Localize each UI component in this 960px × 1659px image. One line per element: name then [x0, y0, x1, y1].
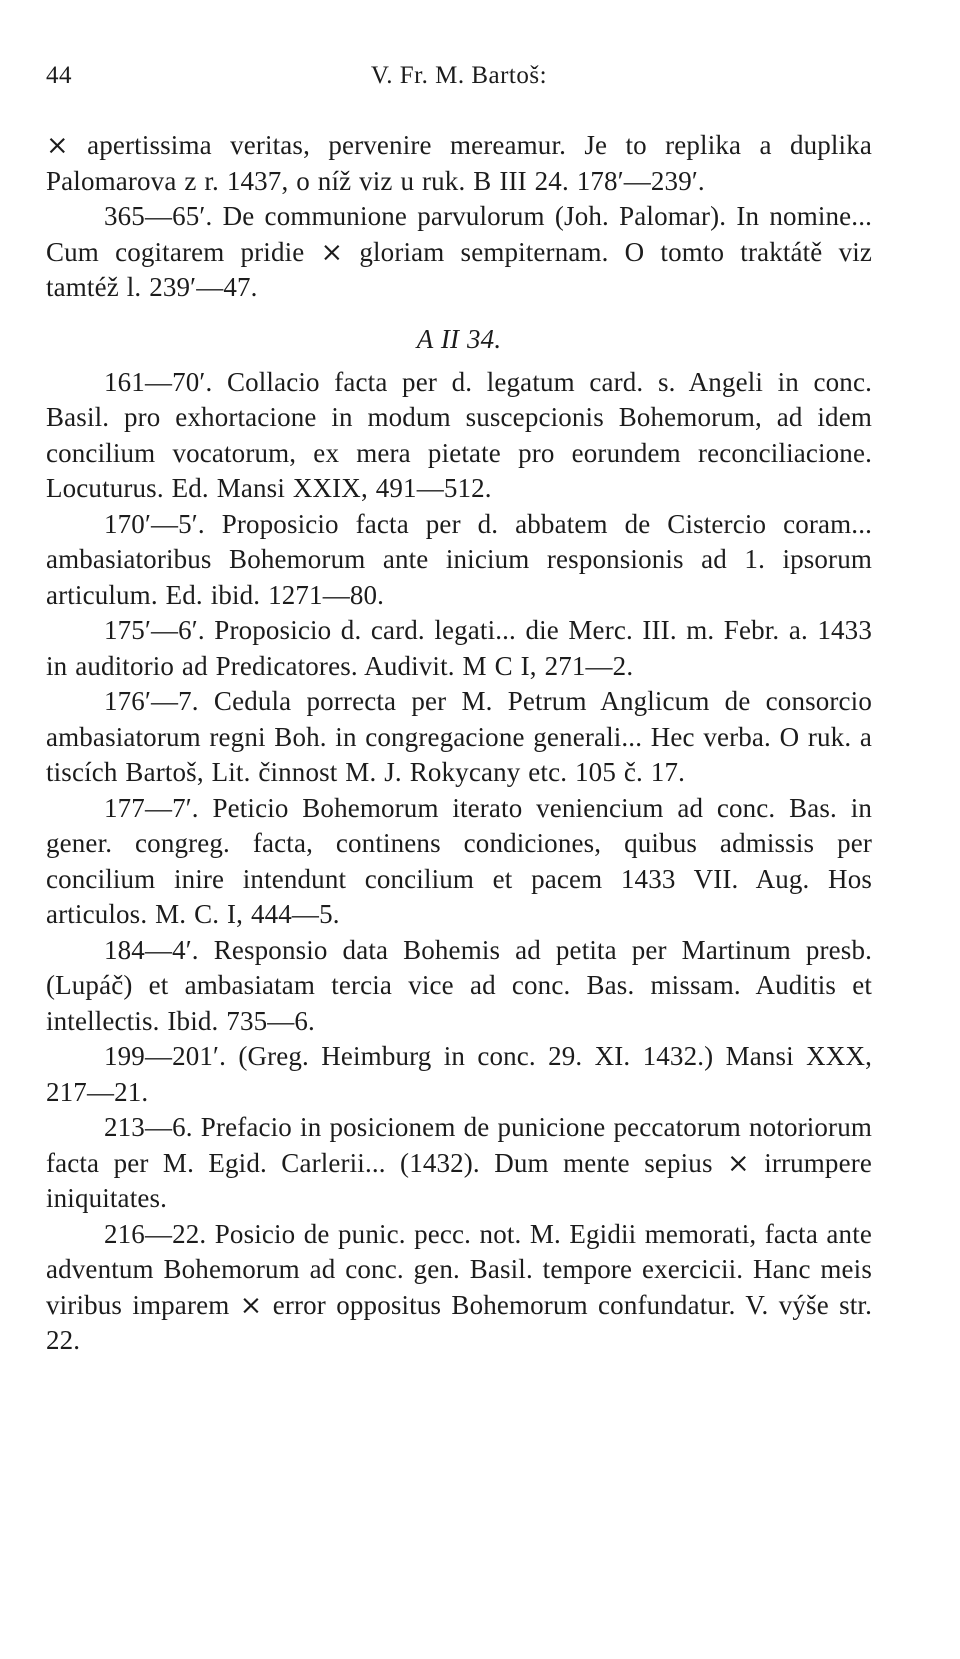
page-number: 44	[46, 62, 72, 89]
catalog-entry: 184—4′. Responsio data Bohemis ad petita per Martinum presb. (Lupáč) et ambasiatam tercia vice ad conc. Bas. missam. Auditis et intellectis. Ibid. 735—6.	[46, 934, 872, 1036]
running-header	[46, 62, 872, 110]
catalog-entry: ⨯ apertissima veritas, pervenire mereamur. Je to replika a duplika Palomarova z r. 1437, o níž viz u ruk. B III 24. 178′—239′.	[46, 130, 872, 196]
body-text	[46, 128, 872, 1359]
catalog-entry: 177—7′. Peticio Bohemorum iterato veniencium ad conc. Bas. in gener. congreg. facta, continens condiciones, quibus admissis per concilium inire intendunt concilium et pacem 1433 VII. Aug. Hos articulos. M. C. I, 444—5.	[46, 792, 872, 929]
catalog-entry: 175′—6′. Proposicio d. card. legati... die Merc. III. m. Febr. a. 1433 in auditorio ad Predicatores. Audivit. M C I, 271—2.	[46, 615, 872, 681]
catalog-entry: 199—201′. (Greg. Heimburg in conc. 29. XI. 1432.) Mansi XXX, 217—21.	[46, 1041, 872, 1107]
catalog-entry: 176′—7. Cedula porrecta per M. Petrum Anglicum de consorcio ambasiatorum regni Boh. in congregacione generali... Hec verba. O ruk. a tiscích Bartoš, Lit. činnost M. J. Rokycany etc. 105 č. 17.	[46, 686, 872, 787]
catalog-entry: 216—22. Posicio de punic. pecc. not. M. Egidii memorati, facta ante adventum Bohemorum ad conc. gen. Basil. tempore exercicii. Hanc meis viribus imparem ⨯ error oppositus Bohemorum confundatur. V. výše str. 22.	[46, 1218, 872, 1355]
running-title: V. Fr. M. Bartoš:	[370, 62, 548, 89]
catalog-entry: 365—65′. De communione parvulorum (Joh. Palomar). In nomine... Cum cogitarem pridie ⨯ gloriam sempiternam. O tomto traktátě viz tamtéž l. 239′—47.	[46, 201, 872, 302]
catalog-entry: 213—6. Prefacio in posicionem de punicione peccatorum notoriorum facta per M. Egid. Carlerii... (1432). Dum mente sepius ⨯ irrumpere iniquitates.	[46, 1112, 872, 1213]
section-heading: A II 34.	[416, 323, 502, 354]
catalog-entry: 170′—5′. Proposicio facta per d. abbatem de Cistercio coram... ambasiatoribus Bohemorum ante inicium responsionis ad 1. ipsorum articulum. Ed. ibid. 1271—80.	[46, 508, 872, 610]
catalog-entry: 161—70′. Collacio facta per d. legatum card. s. Angeli in conc. Basil. pro exhortacione in modum suscepcionis Bohemorum, ad idem concilium vocatorum, ex mera pietate pro eorundem reconciliacione. Locuturus. Ed. Mansi XXIX, 491—512.	[46, 366, 872, 503]
book-page	[46, 62, 872, 1359]
